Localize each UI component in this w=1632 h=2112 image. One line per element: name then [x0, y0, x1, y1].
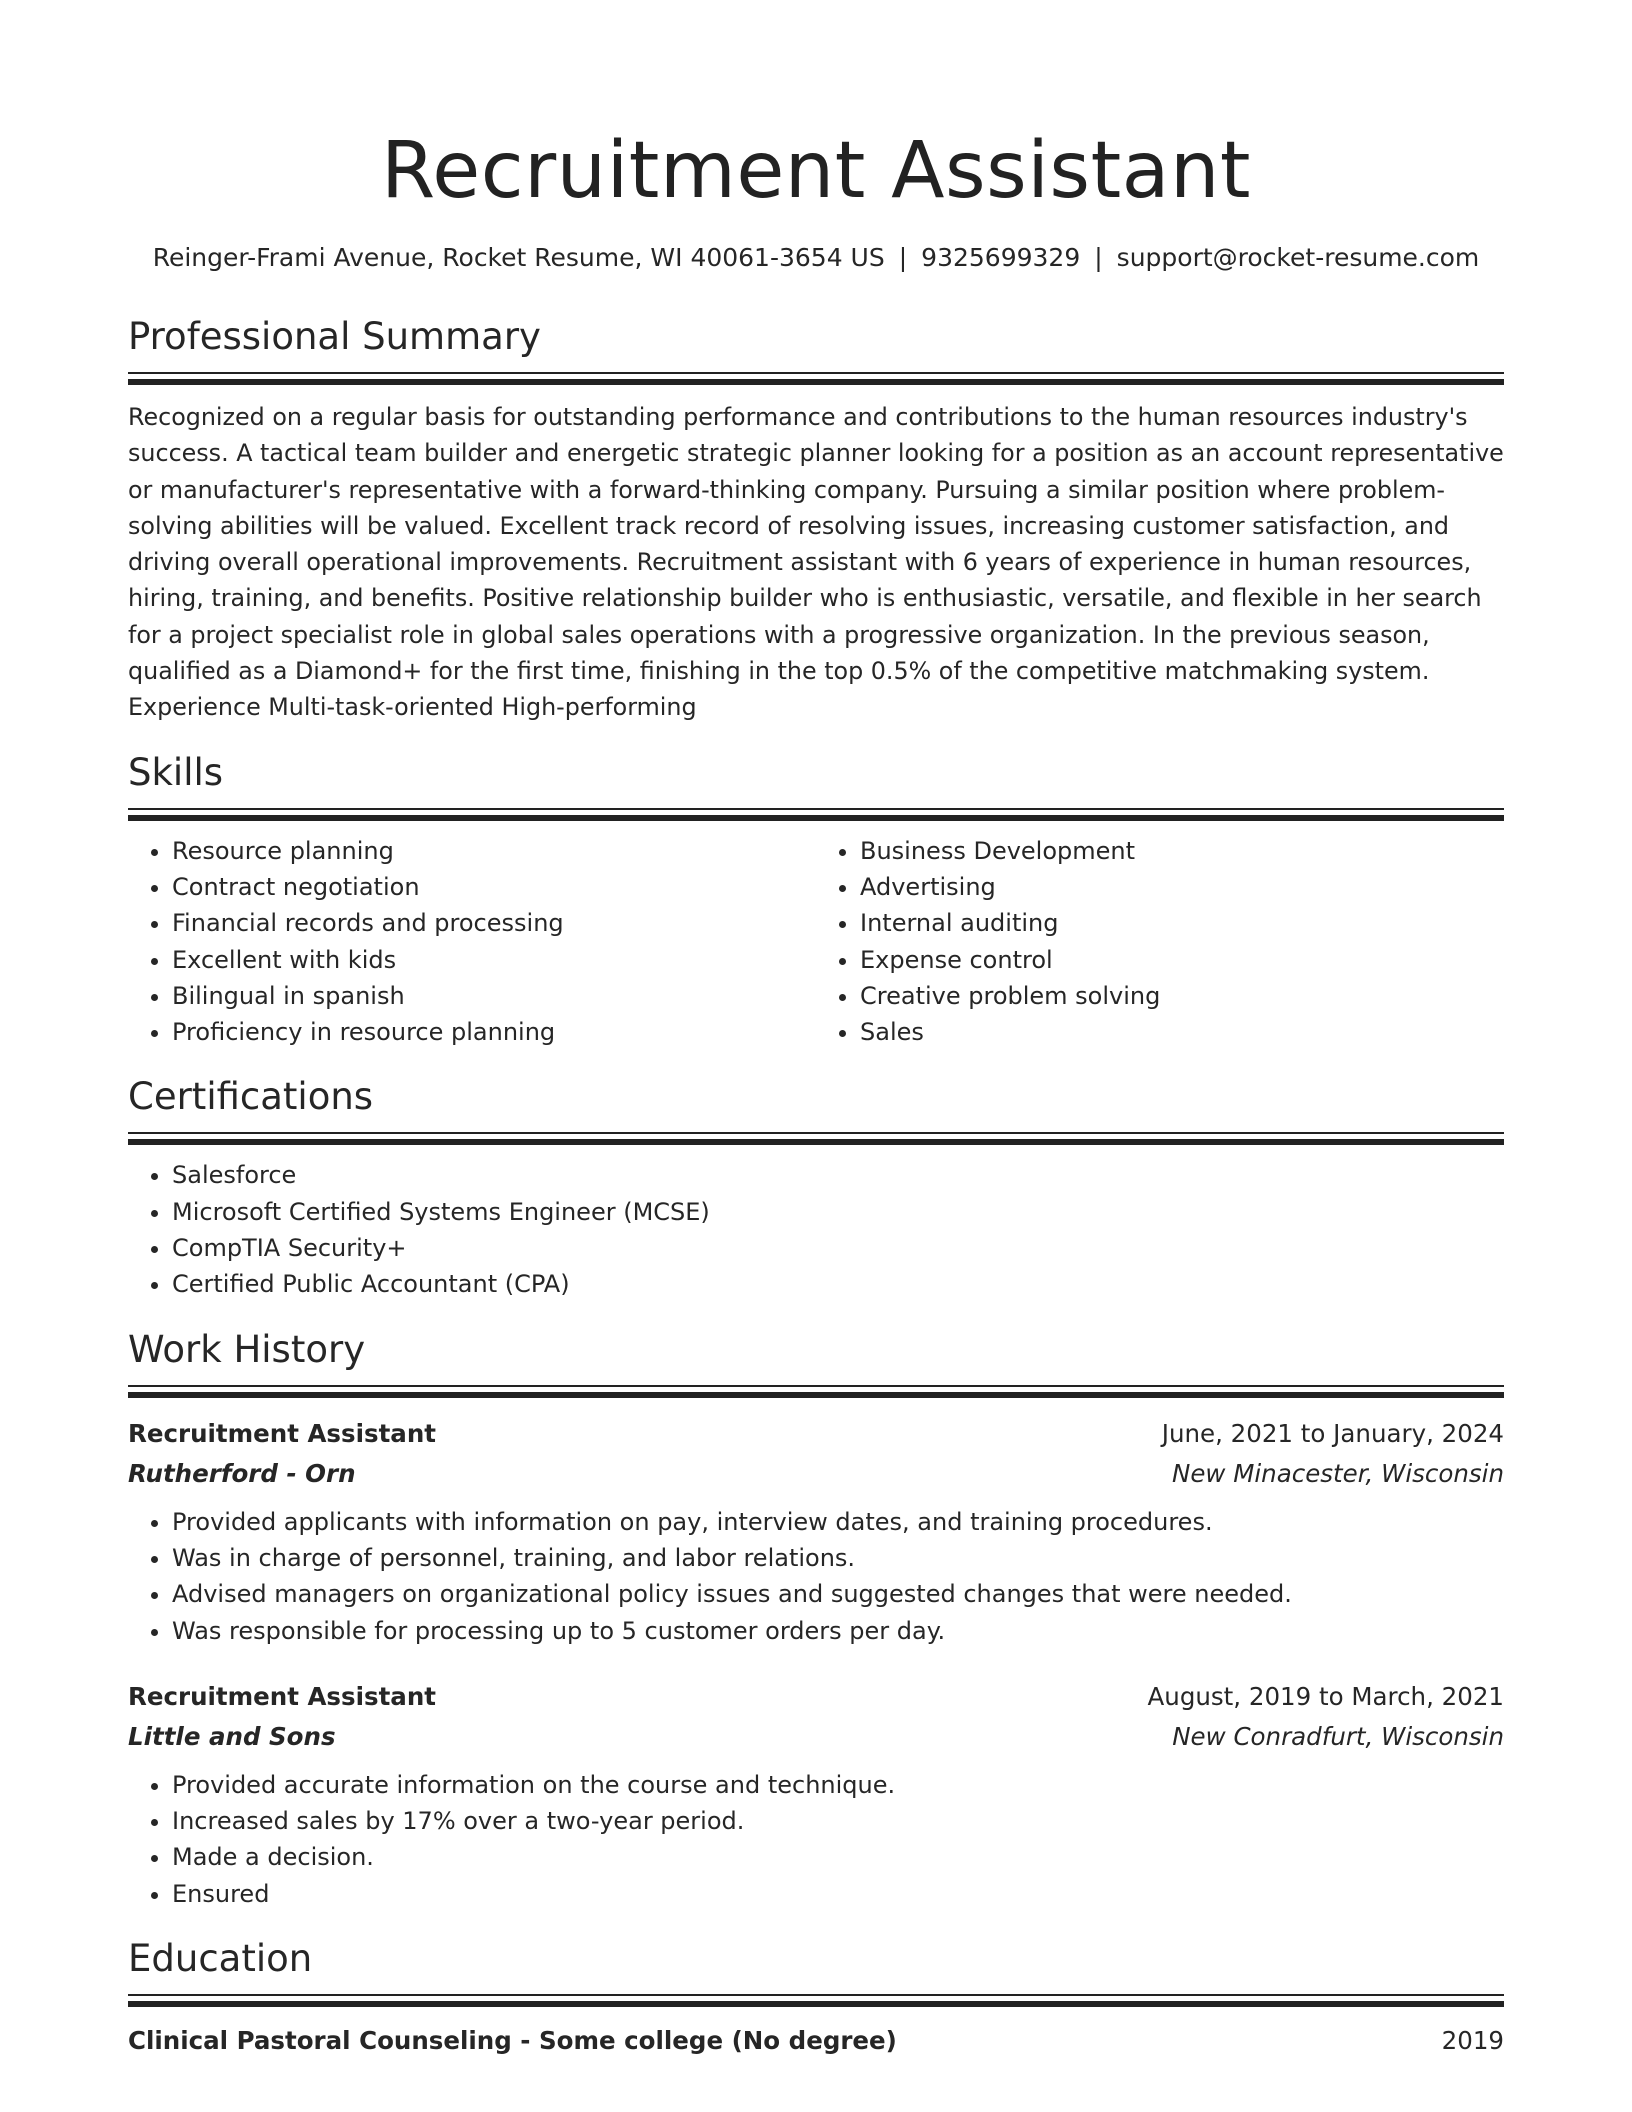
skill-item: • Advertising — [860, 869, 1504, 905]
job-role: Recruitment Assistant — [128, 1681, 436, 1711]
job-company: Rutherford - Orn — [128, 1458, 356, 1488]
skills-heading: Skills — [128, 750, 224, 794]
summary-section — [128, 312, 1504, 726]
skills-list-left — [128, 833, 816, 1051]
skill-item: • Internal auditing — [860, 905, 1504, 941]
section-divider — [128, 1132, 1504, 1145]
section-divider — [128, 372, 1504, 385]
skills-list-right — [816, 833, 1504, 1051]
skill-item: • Sales — [860, 1014, 1504, 1050]
certification-item: • CompTIA Security+ — [172, 1230, 1504, 1266]
job-bullet: • Was responsible for processing up to 5 customer orders per day. — [172, 1613, 1504, 1649]
job-company-row — [128, 1717, 1504, 1757]
summary-heading: Professional Summary — [128, 315, 541, 358]
skill-item: • Resource planning — [172, 833, 816, 869]
skill-item: • Bilingual in spanish — [172, 978, 816, 1014]
skills-section — [128, 748, 1504, 1051]
education-section — [128, 1934, 1504, 2061]
skill-item: • Proficiency in resource planning — [172, 1014, 816, 1050]
contact-separator: | — [898, 243, 908, 272]
job-bullet: • Ensured — [172, 1876, 1504, 1912]
job-bullet: • Provided accurate information on the course and technique. — [172, 1767, 1504, 1803]
job-title-row — [128, 1677, 1504, 1717]
job-title-row — [128, 1414, 1504, 1454]
job-dates: June, 2021 to January, 2024 — [1161, 1418, 1504, 1448]
skill-item: • Financial records and processing — [172, 905, 816, 941]
skill-item: • Contract negotiation — [172, 869, 816, 905]
resume-name: Recruitment Assistant — [381, 126, 1251, 216]
education-heading: Education — [128, 1937, 313, 1981]
contact-address: Reinger-Frami Avenue, Rocket Resume, WI 40061-3654 US — [152, 243, 885, 272]
contact-separator: | — [1094, 243, 1103, 272]
job-company: Little and Sons — [128, 1721, 336, 1751]
certifications-section — [128, 1072, 1504, 1302]
job-entry — [128, 1414, 1504, 1649]
skill-item: • Creative problem solving — [860, 978, 1504, 1014]
certifications-heading: Certifications — [128, 1075, 374, 1119]
certification-item: • Salesforce — [172, 1157, 1504, 1193]
skill-item: • Business Development — [860, 833, 1504, 869]
skills-grid — [128, 821, 1504, 1051]
contact-line — [128, 238, 1504, 278]
section-divider — [128, 1994, 1504, 2007]
job-bullet: • Was in charge of personnel, training, and labor relations. — [172, 1540, 1504, 1576]
job-dates: August, 2019 to March, 2021 — [1147, 1681, 1504, 1711]
job-bullet: • Made a decision. — [172, 1839, 1504, 1875]
section-divider — [128, 1385, 1504, 1398]
summary-text: Recognized on a regular basis for outstanding performance and contributions to the human resources industry's success. A tactical team builder and energetic strategic planner looking for a position as an account representative or manufacturer's representative with a forward-thinking company. Pursuing a similar position where problem-solving abilities will be valued. Excellent track record of resolving issues, increasing customer satisfaction, and driving overall operational improvements. Recruitment assistant with 6 years of experience in human resources, hiring, training, and benefits. Positive relationship builder who is enthusiastic, versatile, and flexible in her search for a project specialist role in global sales operations with a progressive organization. In the previous season, qualified as a Diamond+ for the first time, finishing in the top 0.5% of the competitive matchmaking system. Experience Multi-task-oriented High-performing — [128, 403, 1504, 722]
job-location: New Conradfurt, Wisconsin — [1172, 1721, 1504, 1751]
skill-item: • Excellent with kids — [172, 942, 816, 978]
section-divider — [128, 808, 1504, 821]
education-row — [128, 2021, 1504, 2061]
work-history-heading: Work History — [128, 1327, 366, 1371]
job-bullets — [128, 1767, 1504, 1912]
job-bullet: • Increased sales by 17% over a two-year period. — [172, 1803, 1504, 1839]
skill-item: • Expense control — [860, 942, 1504, 978]
job-entry — [128, 1677, 1504, 1912]
job-role: Recruitment Assistant — [128, 1418, 436, 1448]
job-location: New Minacester, Wisconsin — [1172, 1458, 1504, 1488]
certification-item: • Microsoft Certified Systems Engineer (MCSE) — [172, 1194, 1504, 1230]
contact-phone: 9325699329 — [921, 243, 1081, 272]
certifications-list — [128, 1157, 1504, 1302]
education-degree: Clinical Pastoral Counseling - Some college (No degree) — [128, 2026, 897, 2056]
job-bullet: • Provided applicants with information on pay, interview dates, and training procedures. — [172, 1504, 1504, 1540]
work-history-section — [128, 1325, 1504, 1912]
certification-item: • Certified Public Accountant (CPA) — [172, 1266, 1504, 1302]
job-company-row — [128, 1454, 1504, 1494]
education-year: 2019 — [1441, 2026, 1504, 2056]
job-bullets — [128, 1504, 1504, 1649]
job-bullet: • Advised managers on organizational policy issues and suggested changes that were needed. — [172, 1576, 1504, 1612]
contact-email: support@rocket-resume.com — [1116, 243, 1480, 272]
